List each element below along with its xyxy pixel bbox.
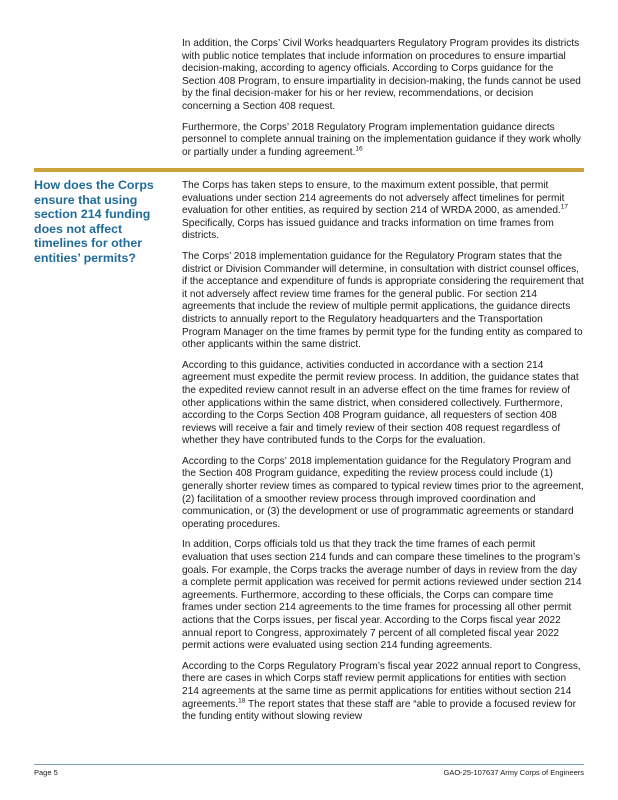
footnote-marker: 16 xyxy=(355,145,363,153)
section-divider xyxy=(34,168,584,172)
paragraph: In addition, the Corps’ Civil Works headquarters Regulatory Program provides its districts with public notice templates that include information on procedures to ensure impartial decision-making, according to agency officials. According to Corps guidance for the Section 408 Program, to ensure impartiality in decision-making, the funds cannot be used by the final decision-maker for his or her review, recommendations, or decision concerning a Section 408 request. xyxy=(182,38,581,112)
footer-rule xyxy=(34,764,584,765)
paragraph: The Corps has taken steps to ensure, to the maximum extent possible, that permit evaluations under section 214 agreements do not adversely affect timelines for permit evaluation for other entities, as required by section 214 of WRDA 2000, as amended.$^{17}$ Specifically, Corps has issued guidance and tracks information on time frames from districts. xyxy=(182,180,568,242)
side-heading: How does the Corps ensure that using section 214 funding does not affect timelines for other entities’ permits? xyxy=(34,178,154,265)
page-number: Page 5 xyxy=(34,768,58,777)
paragraph: The Corps’ 2018 implementation guidance for the Regulatory Program states that the district or Division Commander will determine, in consultation with district counsel offices, if the acceptance and expenditure of funds is appropriate considering the requirement that it not adversely affect review time frames for the general public. For section 214 agreements that include the review of multiple permit applications, the guidance directs districts to annually report to the Regulatory headquarters and the Transportation Program Manager on the time frames by permit type for the funding entity as compared to other applicants within the same district. xyxy=(182,250,584,351)
paragraph: In addition, Corps officials told us that they track the time frames of each permit evaluation that uses section 214 funds and can compare these timelines to the program’s goals. For example, the Corps tracks the average number of days in review from the day a complete permit application was received for permit actions reviewed under section 214 agreements. Furthermore, according to these officials, the Corps can compare time frames under section 214 agreements to the time frames for processing all other permit actions that the Corps issues, per fiscal year. According to the Corps fiscal year 2022 annual report to Congress, approximately 7 percent of all completed fiscal year 2022 permit actions were evaluated using section 214 funding agreements. xyxy=(182,539,582,652)
paragraph: According to the Corps Regulatory Program’s fiscal year 2022 annual report to Congress, there are cases in which Corps staff review permit applications for entities with section 214 agreements at the same time as permit applications for entities without section 214 agreements.$^{18}$ The report states that these staff are “able to provide a focused review for the funding entity without slowing review xyxy=(182,660,581,723)
section-body xyxy=(182,180,584,732)
footnote-marker: 17 xyxy=(560,203,568,211)
paragraph: According to this guidance, activities conducted in accordance with a section 214 agreement must expedite the permit review process. In addition, the guidance states that the expedited review cannot result in an adverse effect on the time frames for review of other applications within the same district, when considered collectively. Furthermore, according to the Corps Section 408 Program guidance, all requesters of section 408 reviews will receive a fair and timely review of their section 408 request regardless of whether they have contributed funds to the Corps for the evaluation. xyxy=(182,359,579,447)
top-text-block xyxy=(182,38,584,167)
paragraph: Furthermore, the Corps’ 2018 Regulatory Program implementation guidance directs personnel to complete annual training on the implementation guidance if they work wholly or partially under a funding agreement.$^{16}$ xyxy=(182,121,581,158)
paragraph: According to the Corps’ 2018 implementation guidance for the Regulatory Program and the Section 408 Program guidance, expediting the review process could include (1) generally shorter review times as compared to typical review times prior to the agreement, (2) facilitation of a smoother review process through improved coordination and communication, or (3) the development or use of programmatic agreements or standard operating procedures. xyxy=(182,455,584,530)
footnote-marker: 18 xyxy=(238,697,246,705)
report-id: GAO-25-107637 Army Corps of Engineers xyxy=(443,768,584,777)
